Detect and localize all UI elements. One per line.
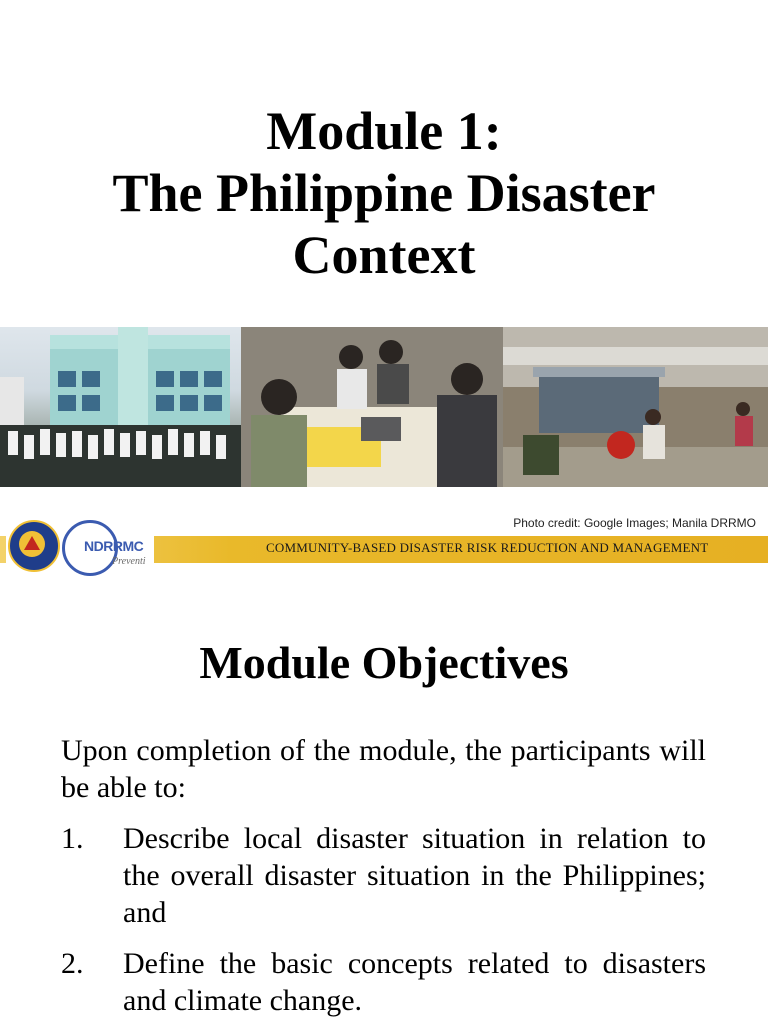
- photo-building-crowd: [0, 327, 241, 487]
- ndrrmc-logo-subtext: Preventi: [112, 556, 146, 567]
- objectives-intro: Upon completion of the module, the participants will be able to:: [61, 734, 706, 804]
- objective-number: 1.: [61, 822, 84, 855]
- photo-credit: Photo credit: Google Images; Manila DRRMO: [513, 516, 756, 530]
- banner-text: COMMUNITY-BASED DISASTER RISK REDUCTION AND MANAGEMENT: [266, 540, 709, 555]
- photo-workshop: [241, 327, 503, 487]
- objectives-title: Module Objectives: [199, 637, 569, 688]
- seal-triangle-icon: [24, 536, 40, 550]
- title-line-1: Module 1:: [266, 101, 502, 161]
- ndrrmc-logo-text: NDRRMC: [84, 538, 144, 554]
- objective-item: [61, 820, 706, 931]
- photo-flood: [503, 327, 768, 487]
- title-line-2: The Philippine Disaster: [112, 163, 656, 223]
- objectives-body: [61, 732, 706, 1033]
- objective-item: [61, 945, 706, 1019]
- objective-number: 2.: [61, 947, 84, 980]
- photo-strip: [0, 327, 768, 487]
- objective-text: Describe local disaster situation in relation to the overall disaster situation in the Philippines; and: [123, 822, 706, 929]
- title-line-3: Context: [292, 225, 476, 285]
- slide-title: [0, 100, 768, 286]
- objective-text: Define the basic concepts related to disasters and climate change.: [123, 947, 706, 1017]
